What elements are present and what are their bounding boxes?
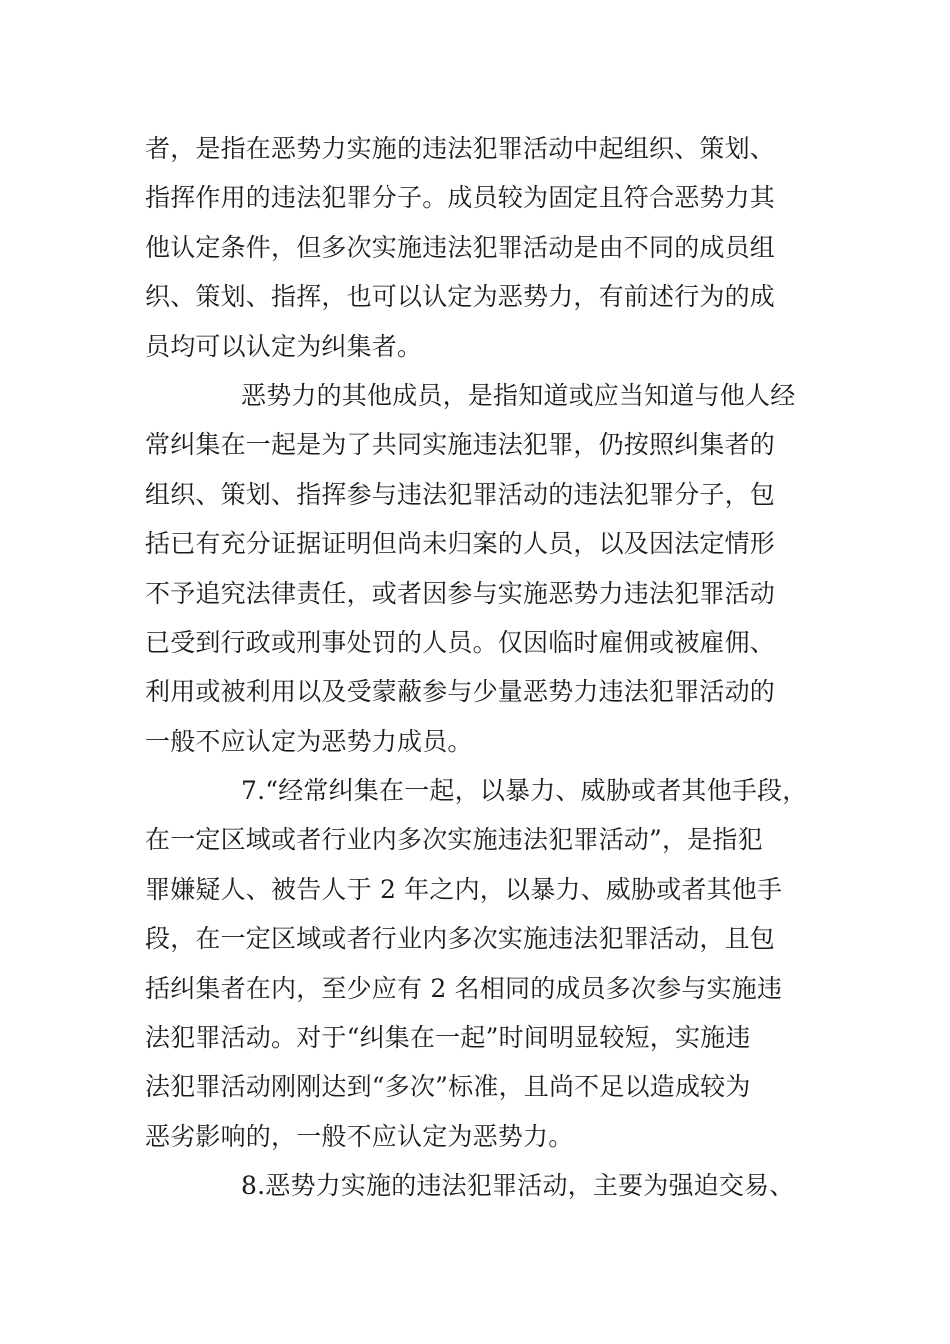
text-line: 已受到行政或刑事处罚的人员。仅因临时雇佣或被雇佣、 xyxy=(145,627,776,657)
text-line: 段，在一定区域或者行业内多次实施违法犯罪活动，且包 xyxy=(145,924,776,954)
text-line: 法犯罪活动。对于“纠集在一起”时间明显较短，实施违 xyxy=(145,1023,751,1053)
text-line: 不予追究法律责任，或者因参与实施恶势力违法犯罪活动 xyxy=(145,578,776,608)
text-line: 者，是指在恶势力实施的违法犯罪活动中起组织、策划、 xyxy=(145,134,776,163)
text-line: 指挥作用的违法犯罪分子。成员较为固定且符合恶势力其 xyxy=(145,183,776,213)
text-line: 利用或被利用以及受蒙蔽参与少量恶势力违法犯罪活动的 xyxy=(145,677,776,707)
text-line: 恶劣影响的，一般不应认定为恶势力。 xyxy=(145,1121,574,1151)
text-line: 他认定条件，但多次实施违法犯罪活动是由不同的成员组 xyxy=(145,232,776,262)
text-line: 法犯罪活动刚刚达到“多次”标准，且尚不足以造成较为 xyxy=(145,1072,751,1102)
text-line: 常纠集在一起是为了共同实施违法犯罪，仍按照纠集者的 xyxy=(145,430,776,460)
paragraph-start-line: 恶势力的其他成员，是指知道或应当知道与他人经 xyxy=(241,380,796,410)
text-line: 员均可以认定为纠集者。 xyxy=(145,331,423,361)
text-line: 一般不应认定为恶势力成员。 xyxy=(145,726,473,756)
text-line: 括已有充分证据证明但尚未归案的人员，以及因法定情形 xyxy=(145,529,776,559)
body-text xyxy=(145,124,815,1211)
text-line: 织、策划、指挥，也可以认定为恶势力，有前述行为的成 xyxy=(145,282,776,312)
paragraph-start-line: 7.“经常纠集在一起，以暴力、威胁或者其他手段， xyxy=(241,776,808,806)
paragraph-start-line: 8.恶势力实施的违法犯罪活动，主要为强迫交易、 xyxy=(241,1171,795,1201)
text-line: 括纠集者在内，至少应有 2 名相同的成员多次参与实施违 xyxy=(145,973,783,1003)
text-line: 组织、策划、指挥参与违法犯罪活动的违法犯罪分子，包 xyxy=(145,479,776,509)
text-line: 罪嫌疑人、被告人于 2 年之内，以暴力、威胁或者其他手 xyxy=(145,874,783,904)
text-line: 在一定区域或者行业内多次实施违法犯罪活动”，是指犯 xyxy=(145,825,763,855)
